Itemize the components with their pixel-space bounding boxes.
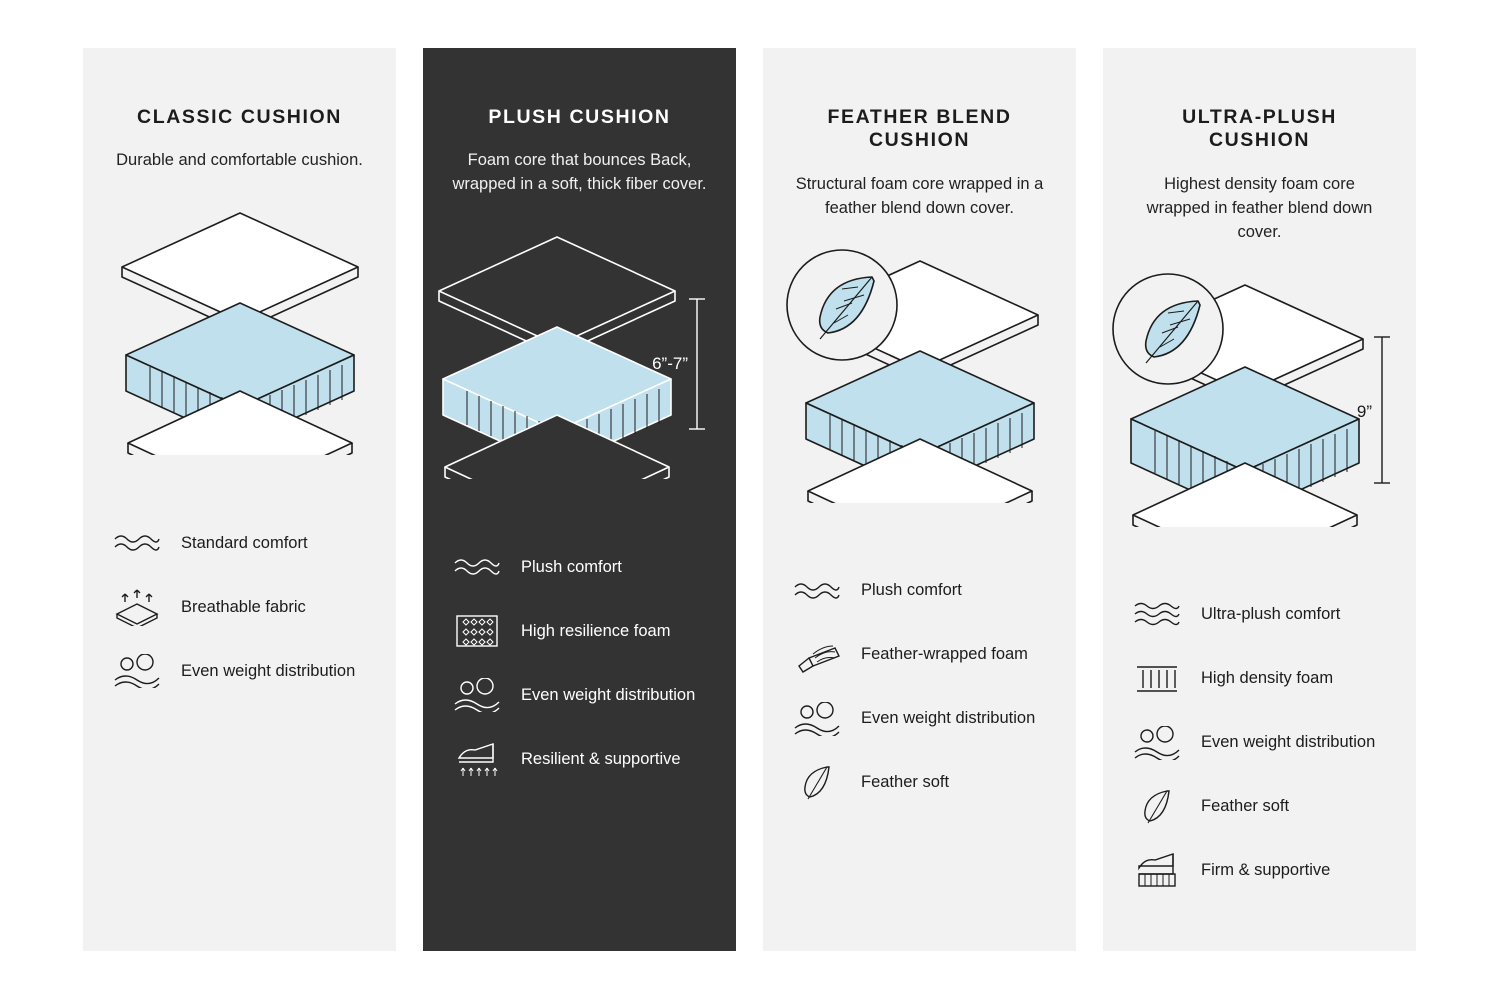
feather-icon <box>789 761 845 805</box>
wave-comfort-icon <box>1129 593 1185 637</box>
list-item <box>109 649 370 693</box>
feather-icon <box>1129 785 1185 829</box>
feature-list <box>109 521 370 693</box>
list-item <box>109 521 370 565</box>
feature-label: Even weight distribution <box>521 685 696 704</box>
card-plush-cushion <box>423 48 736 951</box>
feature-label: Resilient & supportive <box>521 749 681 768</box>
list-item <box>449 673 710 717</box>
firm-support-icon <box>1129 849 1185 893</box>
feature-label: Firm & supportive <box>1201 861 1331 879</box>
feature-list <box>789 569 1050 805</box>
dimension-label: 9” <box>1356 401 1372 421</box>
feather-wrapped-foam-icon <box>789 633 845 677</box>
feature-label: Feather-wrapped foam <box>861 645 1028 664</box>
wave-comfort-icon <box>449 545 505 589</box>
list-item <box>789 569 1050 613</box>
list-item <box>789 697 1050 741</box>
page-title: ULTRA-PLUSH CUSHION <box>1182 106 1337 152</box>
list-item <box>1129 721 1390 765</box>
cushion-layers-diagram <box>763 243 1076 543</box>
card-description: Structural foam core wrapped in a feather blend down cover. <box>795 174 1044 217</box>
feature-label: High resilience foam <box>521 621 671 640</box>
feature-label: High density foam <box>1201 669 1334 687</box>
page-title: CLASSIC CUSHION <box>137 106 342 128</box>
page-title: PLUSH CUSHION <box>488 106 671 128</box>
card-feather-blend-cushion <box>763 48 1076 951</box>
cushion-layers-diagram <box>83 195 396 495</box>
feature-label: Plush comfort <box>861 581 962 600</box>
card-classic-cushion <box>83 48 396 951</box>
card-ultra-plush-cushion <box>1103 48 1416 951</box>
list-item <box>1129 849 1390 893</box>
list-item <box>1129 593 1390 637</box>
even-weight-distribution-icon <box>449 673 505 717</box>
even-weight-distribution-icon <box>109 649 165 693</box>
wave-comfort-icon <box>109 521 165 565</box>
card-description: Highest density foam core wrapped in feather blend down cover. <box>1146 174 1373 241</box>
even-weight-distribution-icon <box>789 697 845 741</box>
even-weight-distribution-icon <box>1129 721 1185 765</box>
feature-label: Feather soft <box>861 773 950 792</box>
card-description: Foam core that bounces Back, wrapped in a soft, thick fiber cover. <box>452 151 707 194</box>
cushion-layers-diagram <box>1103 267 1416 567</box>
list-item <box>1129 785 1390 829</box>
honeycomb-foam-icon <box>449 609 505 653</box>
list-item <box>789 761 1050 805</box>
feature-list <box>449 545 710 781</box>
list-item <box>1129 657 1390 701</box>
feature-label: Even weight distribution <box>1201 733 1376 751</box>
list-item <box>449 737 710 781</box>
high-density-foam-icon <box>1129 657 1185 701</box>
feature-label: Ultra-plush comfort <box>1201 605 1341 623</box>
cushion-layers-diagram <box>423 219 736 519</box>
feature-label: Feather soft <box>1201 797 1290 815</box>
breathable-fabric-icon <box>109 585 165 629</box>
wave-comfort-icon <box>789 569 845 613</box>
feature-list <box>1129 593 1390 893</box>
list-item <box>789 633 1050 677</box>
list-item <box>449 609 710 653</box>
list-item <box>109 585 370 629</box>
page-title: FEATHER BLEND CUSHION <box>827 106 1012 152</box>
feature-label: Breathable fabric <box>181 597 306 616</box>
feature-label: Plush comfort <box>521 557 622 576</box>
feature-label: Standard comfort <box>181 533 308 552</box>
card-description: Durable and comfortable cushion. <box>116 151 363 170</box>
feature-label: Even weight distribution <box>181 661 356 680</box>
feature-label: Even weight distribution <box>861 709 1036 728</box>
list-item <box>449 545 710 589</box>
resilient-support-icon <box>449 737 505 781</box>
dimension-label: 6”-7” <box>651 354 688 374</box>
